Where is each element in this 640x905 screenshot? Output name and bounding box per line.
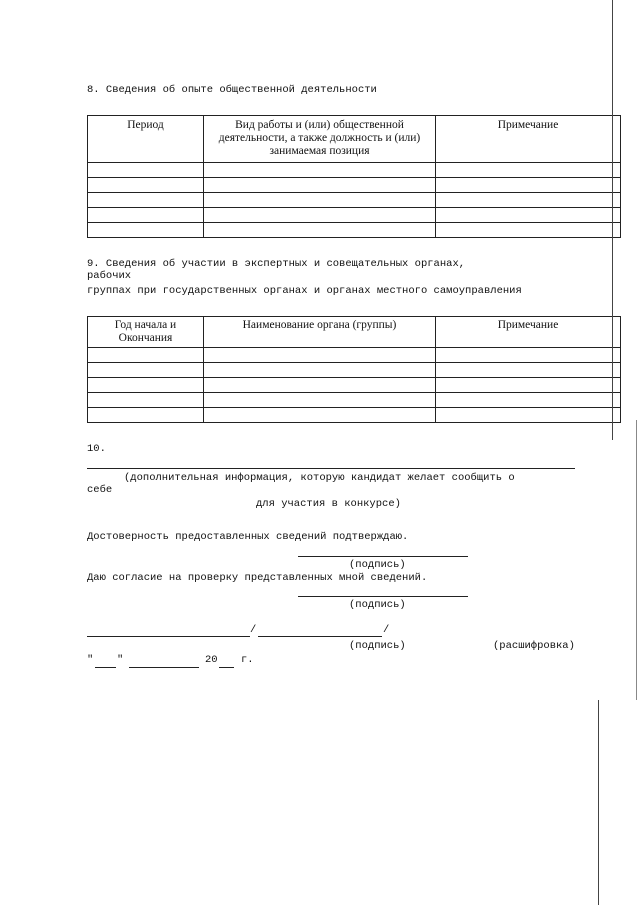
date-year-suffix: г. (241, 654, 254, 666)
section-8-title: 8. Сведения об опыте общественной деятельности (87, 84, 377, 96)
table-cell[interactable] (88, 208, 204, 223)
table-cell[interactable] (204, 223, 436, 238)
table-row (88, 408, 621, 423)
table-header-row (88, 317, 621, 348)
section-9-table (87, 316, 621, 423)
signature-slash-1: / (250, 624, 257, 636)
table-cell[interactable] (204, 393, 436, 408)
table-row (88, 363, 621, 378)
consent-signature-line[interactable] (298, 596, 468, 597)
scan-edge-line (636, 420, 637, 700)
table-cell[interactable] (436, 393, 621, 408)
table-cell[interactable] (436, 208, 621, 223)
confirm-text: Достоверность предоставленных сведений подтверждаю. (87, 531, 409, 543)
table-cell[interactable] (436, 378, 621, 393)
column-header-note: Примечание (436, 116, 621, 163)
additional-info-line[interactable] (87, 468, 575, 469)
table-row (88, 163, 621, 178)
column-header-period: Период (88, 116, 204, 163)
scan-edge-line (598, 700, 599, 905)
consent-text: Даю согласие на проверку представленных мной сведений. (87, 572, 428, 584)
table-cell[interactable] (204, 208, 436, 223)
date-quote-close: " (117, 654, 124, 666)
date-day-line[interactable] (95, 667, 116, 668)
table-cell[interactable] (88, 163, 204, 178)
table-cell[interactable] (204, 378, 436, 393)
signature-caption: (подпись) (349, 640, 406, 652)
consent-signature-caption: (подпись) (349, 599, 406, 611)
table-row (88, 393, 621, 408)
confirm-signature-line[interactable] (298, 556, 468, 557)
table-cell[interactable] (204, 193, 436, 208)
column-header-note: Примечание (436, 317, 621, 348)
table-cell[interactable] (436, 348, 621, 363)
table-cell[interactable] (204, 178, 436, 193)
table-row (88, 208, 621, 223)
table-cell[interactable] (436, 178, 621, 193)
section-8-table (87, 115, 621, 238)
table-cell[interactable] (436, 193, 621, 208)
table-row (88, 178, 621, 193)
table-cell[interactable] (88, 408, 204, 423)
table-row (88, 223, 621, 238)
section-9-title-line3: группах при государственных органах и органах местного самоуправления (87, 285, 522, 297)
table-cell[interactable] (88, 193, 204, 208)
table-cell[interactable] (88, 178, 204, 193)
date-year-prefix: 20 (205, 654, 218, 666)
scan-edge-line (612, 0, 613, 440)
table-cell[interactable] (88, 378, 204, 393)
table-cell[interactable] (88, 223, 204, 238)
table-cell[interactable] (436, 408, 621, 423)
additional-info-caption-line1: (дополнительная информация, которую кандидат желает сообщить о (124, 472, 515, 484)
date-year-line[interactable] (219, 667, 234, 668)
table-cell[interactable] (204, 363, 436, 378)
additional-info-caption-line3: для участия в конкурсе) (256, 498, 401, 510)
column-header-body-name: Наименование органа (группы) (204, 317, 436, 348)
signature-line[interactable] (258, 636, 382, 637)
table-cell[interactable] (436, 223, 621, 238)
date-month-line[interactable] (129, 667, 199, 668)
column-header-work-type: Вид работы и (или) общественной деятельности, а также должность и (или) занимаемая позиция (204, 116, 436, 163)
table-cell[interactable] (88, 348, 204, 363)
additional-info-caption-line2: себе (87, 484, 113, 496)
table-cell[interactable] (436, 163, 621, 178)
confirm-signature-caption: (подпись) (349, 559, 406, 571)
table-row (88, 378, 621, 393)
column-header-years: Год начала и Окончания (88, 317, 204, 348)
name-line[interactable] (87, 636, 250, 637)
table-row (88, 193, 621, 208)
table-cell[interactable] (88, 363, 204, 378)
decode-caption: (расшифровка) (493, 640, 575, 652)
signature-slash-2: / (383, 624, 390, 636)
table-row (88, 348, 621, 363)
table-cell[interactable] (204, 163, 436, 178)
table-header-row (88, 116, 621, 163)
date-quote-open: " (87, 654, 94, 666)
table-cell[interactable] (436, 363, 621, 378)
section-9-title-line1: 9. Сведения об участии в экспертных и совещательных органах, (87, 258, 466, 270)
section-9-title-line2: рабочих (87, 270, 132, 282)
section-10-number: 10. (87, 443, 106, 455)
table-cell[interactable] (88, 393, 204, 408)
table-cell[interactable] (204, 348, 436, 363)
table-cell[interactable] (204, 408, 436, 423)
